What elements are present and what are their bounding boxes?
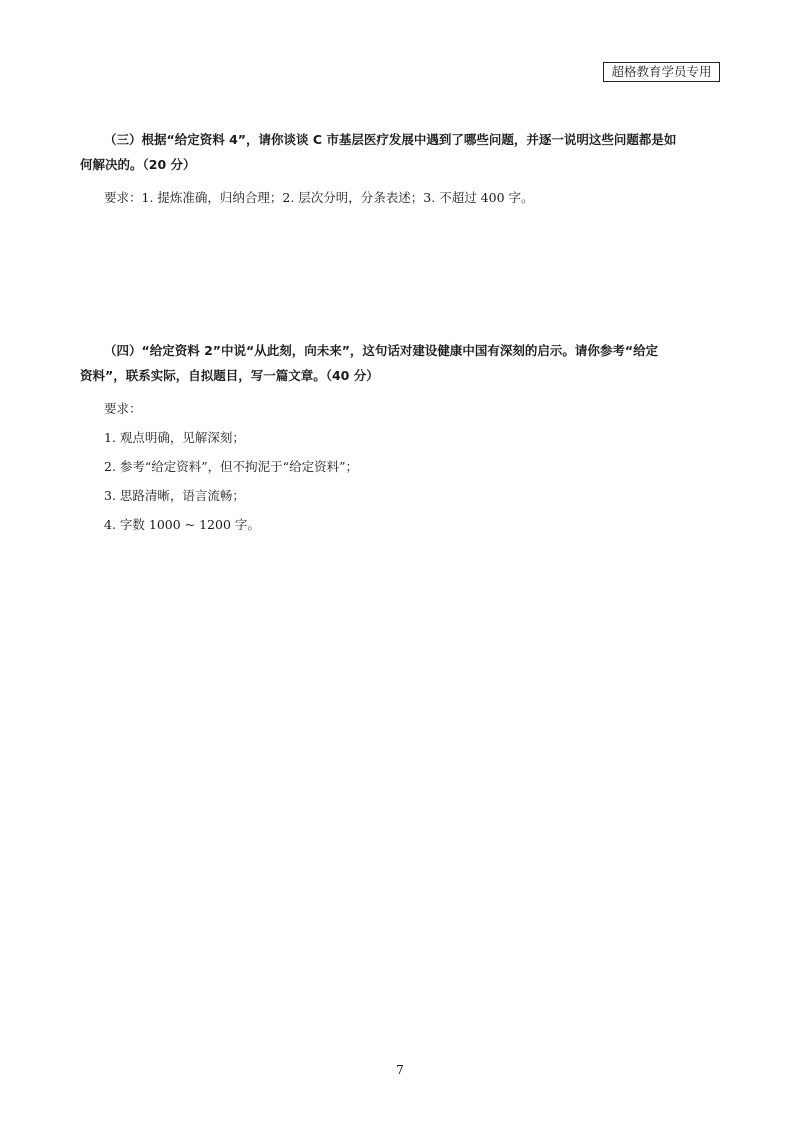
page-number: 7 xyxy=(396,1063,404,1077)
header-tag: 超格教育学员专用 xyxy=(603,62,720,82)
question-4-title xyxy=(80,338,726,388)
requirement-item: 2. 参考“给定资料”，但不拘泥于“给定资料”； xyxy=(104,459,358,474)
requirement-item: 4. 字数 1000 ~ 1200 字。 xyxy=(104,517,260,532)
question-4-requirements-heading: 要求： xyxy=(104,401,142,416)
question-3-requirement: 要求：1. 提炼准确，归纳合理；2. 层次分明，分条表述；3. 不超过 400 字。 xyxy=(104,190,534,205)
question-4-title-line1: （四）“给定资料 2”中说“从此刻，向未来”，这句话对建设健康中国有深刻的启示。请你参考“给定 xyxy=(104,343,659,358)
requirement-item: 1. 观点明确，见解深刻； xyxy=(104,430,245,445)
question-3-title-line2: 何解决的。（20 分） xyxy=(80,157,196,172)
question-4-title-line2: 资料”，联系实际，自拟题目，写一篇文章。（40 分） xyxy=(80,368,379,383)
question-3-title-line1: （三）根据“给定资料 4”，请你谈谈 C 市基层医疗发展中遇到了哪些问题，并逐一说明这些问题都是如 xyxy=(104,132,677,147)
requirement-item: 3. 思路清晰，语言流畅； xyxy=(104,488,245,503)
question-3-title xyxy=(80,127,726,177)
